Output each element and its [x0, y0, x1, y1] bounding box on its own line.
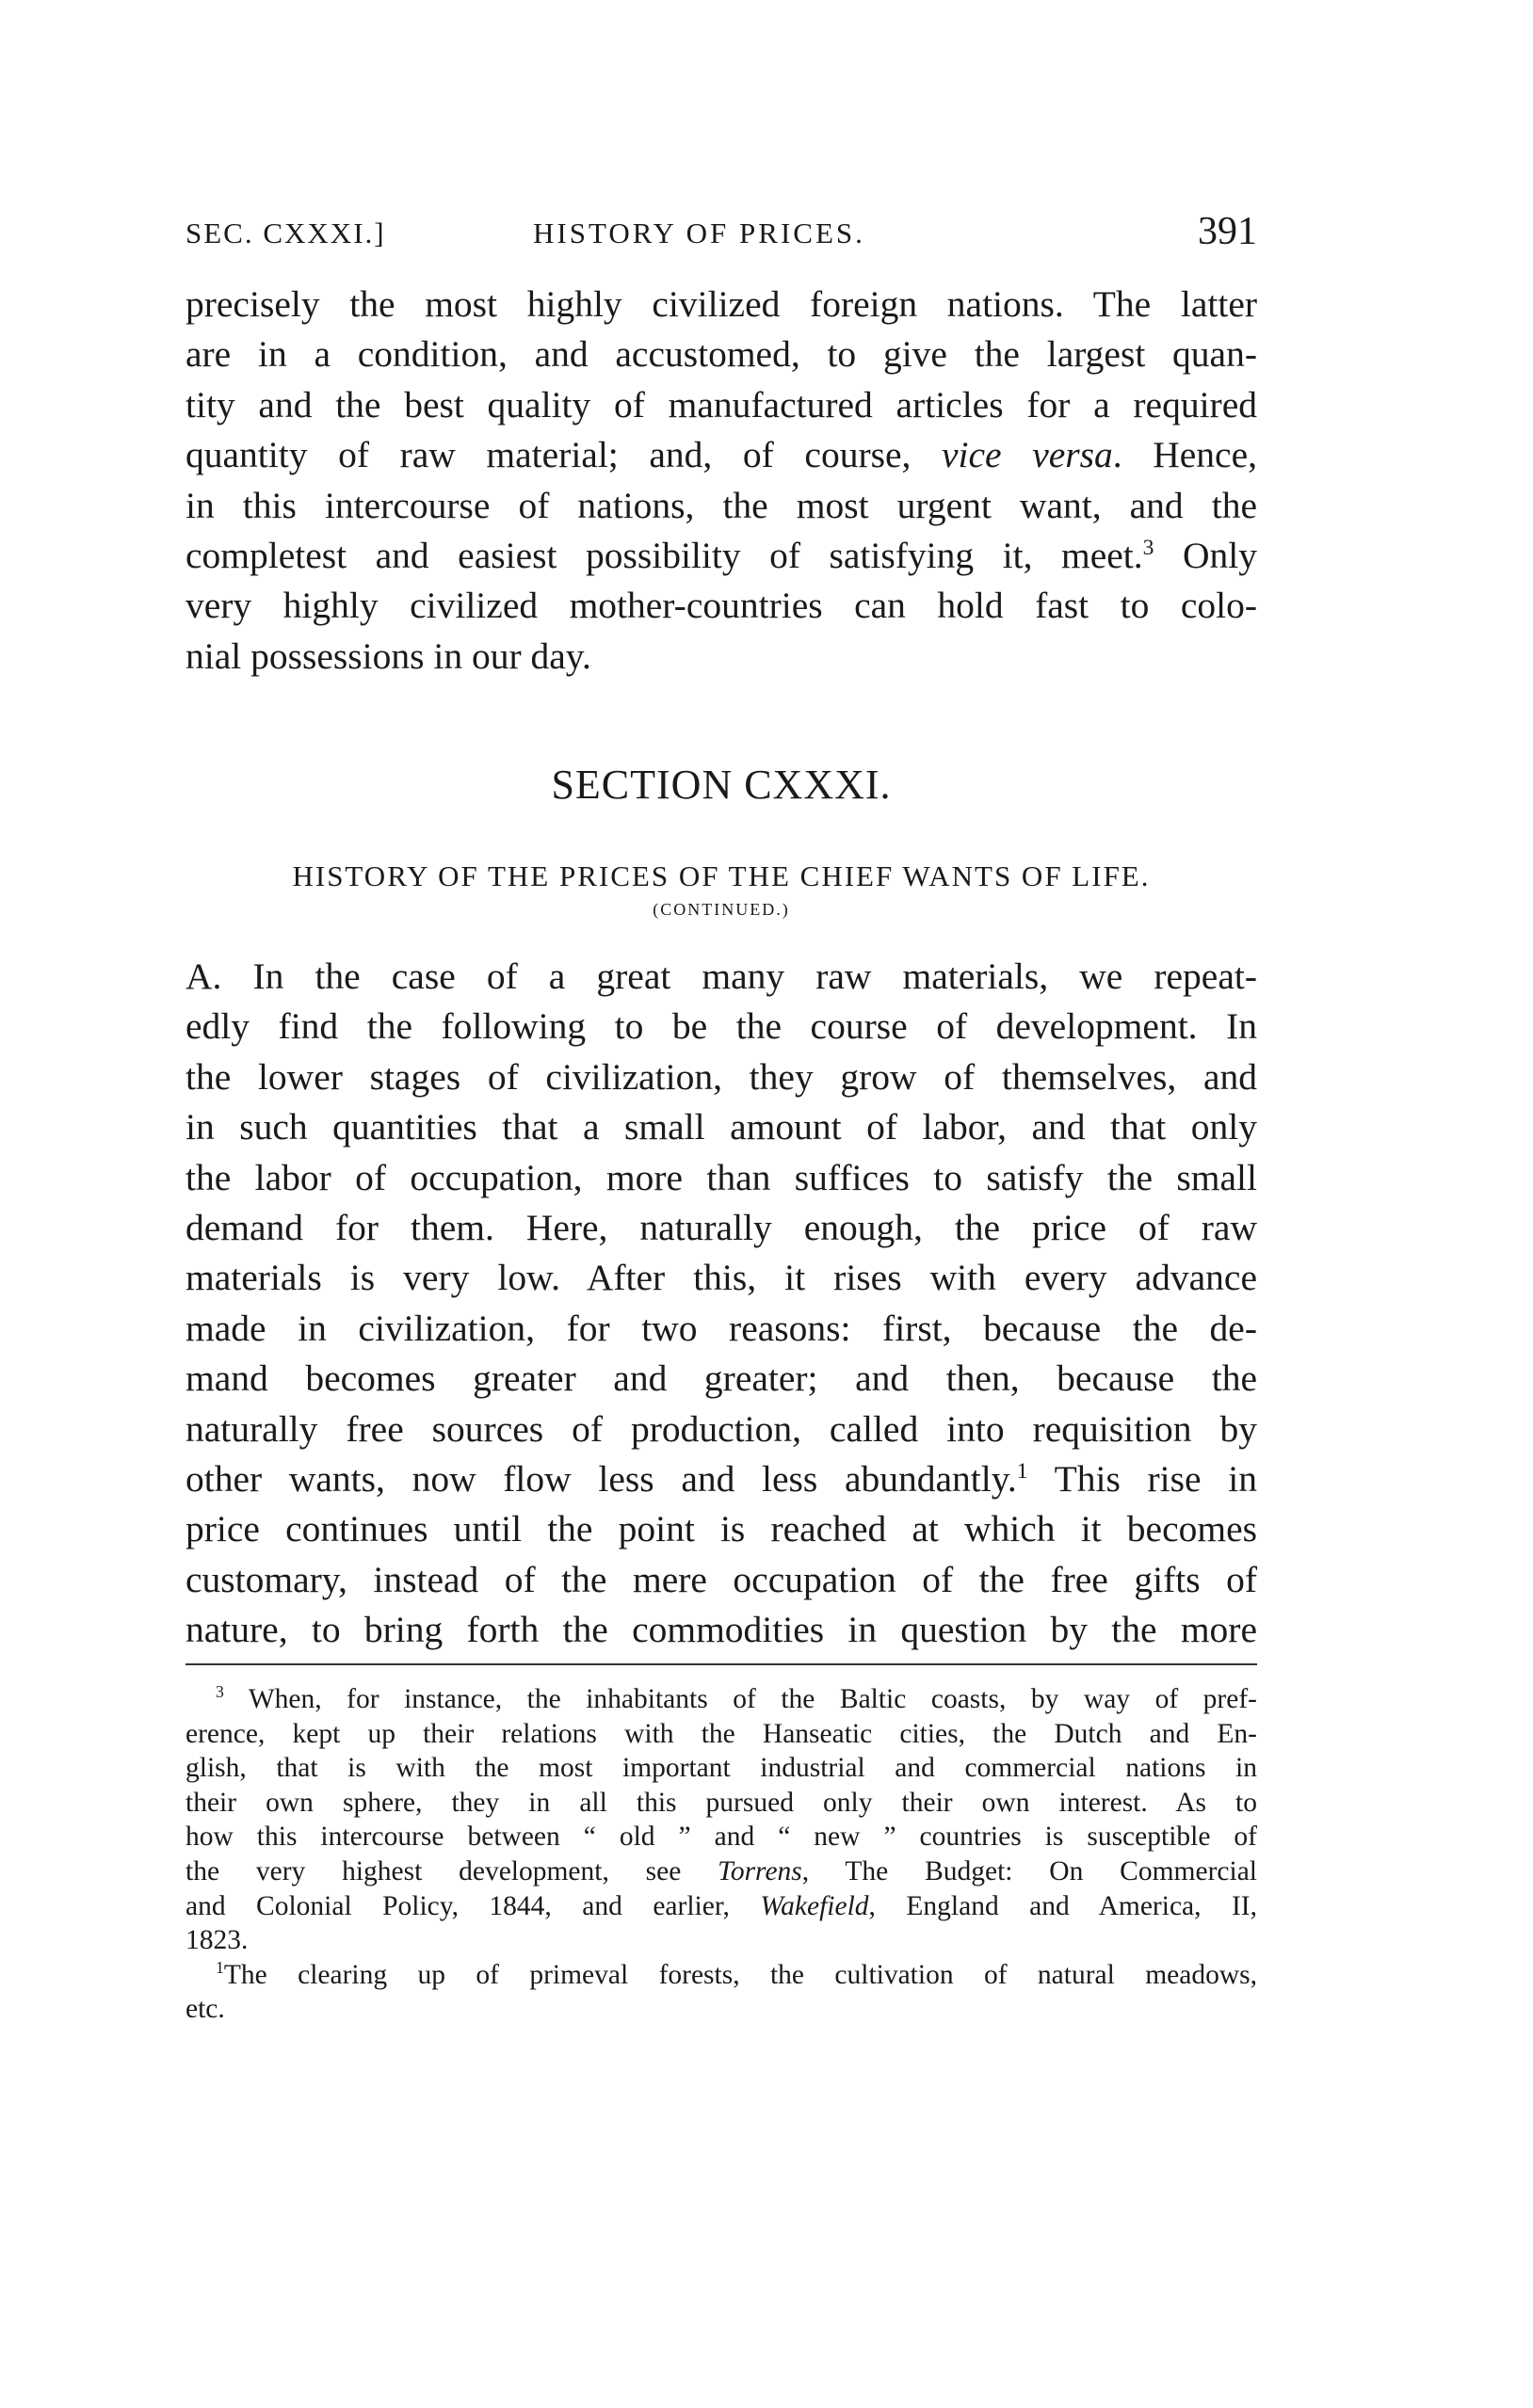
- page-number: 391: [1198, 210, 1257, 253]
- text-line: mand becomes greater and greater; and then, because the: [186, 1357, 1257, 1400]
- footnote: [186, 1682, 1257, 1958]
- section-title: SECTION CXXXI.: [551, 762, 892, 808]
- footnote-line: and Colonial Policy, 1844, and earlier, Wakefield, England and America, II,: [186, 1890, 1257, 1921]
- text-line: in this intercourse of nations, the most urgent want, and the: [186, 484, 1257, 526]
- text-line: the lower stages of civilization, they grow of themselves, and: [186, 1055, 1257, 1098]
- footnote-line: glish, that is with the most important industrial and commercial nations in: [186, 1753, 1257, 1784]
- footnote-divider: [186, 1663, 1257, 1665]
- footnote-line: how this intercourse between “ old ” and “ new ” countries is susceptible of: [186, 1822, 1257, 1853]
- footnote-line: their own sphere, they in all this pursued only their own interest. As to: [186, 1787, 1257, 1818]
- text-line: made in civilization, for two reasons: first, because the de-: [186, 1307, 1257, 1349]
- text-line: price continues until the point is reached at which it becomes: [186, 1508, 1257, 1550]
- text-line: other wants, now flow less and less abundantly.$^1$ This rise in: [186, 1458, 1257, 1501]
- footnote-line: etc.: [186, 1994, 225, 2025]
- main-paragraph: [186, 952, 1257, 1656]
- text-line: nature, to bring forth the commodities in question by the more: [186, 1609, 1257, 1651]
- text-line: quantity of raw material; and, of course, vice versa. Hence,: [186, 434, 1258, 476]
- running-title: HISTORY OF PRICES.: [533, 217, 865, 249]
- section-subtitle: HISTORY OF THE PRICES OF THE CHIEF WANTS OF LIFE.: [292, 859, 1151, 892]
- footnote-line: the very highest development, see Torrens, The Budget: On Commercial: [186, 1855, 1257, 1886]
- section-reference: SEC. CXXXI.]: [186, 217, 386, 249]
- footnote-line: 1823.: [186, 1925, 249, 1956]
- text-line: demand for them. Here, naturally enough, the price of raw: [186, 1207, 1257, 1249]
- text-line: are in a condition, and accustomed, to give the largest quan-: [186, 333, 1257, 376]
- footnotes: [186, 1682, 1257, 2027]
- footnote-line: $^1$The clearing up of primeval forests, the cultivation of natural meadows,: [216, 1957, 1257, 1990]
- text-line: tity and the best quality of manufactured articles for a required: [186, 383, 1257, 425]
- text-line: edly find the following to be the course of development. In: [186, 1005, 1257, 1048]
- footnote-marker: 3: [216, 1682, 224, 1702]
- footnote: [186, 1958, 1257, 2027]
- text-line: completest and easiest possibility of satisfying it, meet.$^3$ Only: [186, 535, 1257, 577]
- text-line: in such quantities that a small amount of labor, and that only: [186, 1106, 1257, 1148]
- text-line: very highly civilized mother-countries can hold fast to colo-: [186, 585, 1257, 627]
- text-line: precisely the most highly civilized foreign nations. The latter: [186, 283, 1257, 325]
- intro-paragraph: [186, 280, 1257, 682]
- running-head: [186, 209, 1257, 265]
- footnote-line: erence, kept up their relations with the Hanseatic cities, the Dutch and En-: [186, 1718, 1257, 1749]
- text-line: nial possessions in our day.: [186, 634, 591, 677]
- footnote-marker: 1: [216, 1957, 224, 1977]
- text-line: A. In the case of a great many raw materials, we repeat-: [186, 955, 1257, 997]
- footnote-line: $^3$ When, for instance, the inhabitants of the Baltic coasts, by way of pref-: [216, 1682, 1257, 1714]
- text-line: the labor of occupation, more than suffices to satisfy the small: [186, 1156, 1257, 1198]
- continued-note: (CONTINUED.): [653, 900, 790, 919]
- text-line: naturally free sources of production, called into requisition by: [186, 1407, 1257, 1450]
- text-line: materials is very low. After this, it rises with every advance: [186, 1257, 1257, 1299]
- text-line: customary, instead of the mere occupation of the free gifts of: [186, 1558, 1257, 1600]
